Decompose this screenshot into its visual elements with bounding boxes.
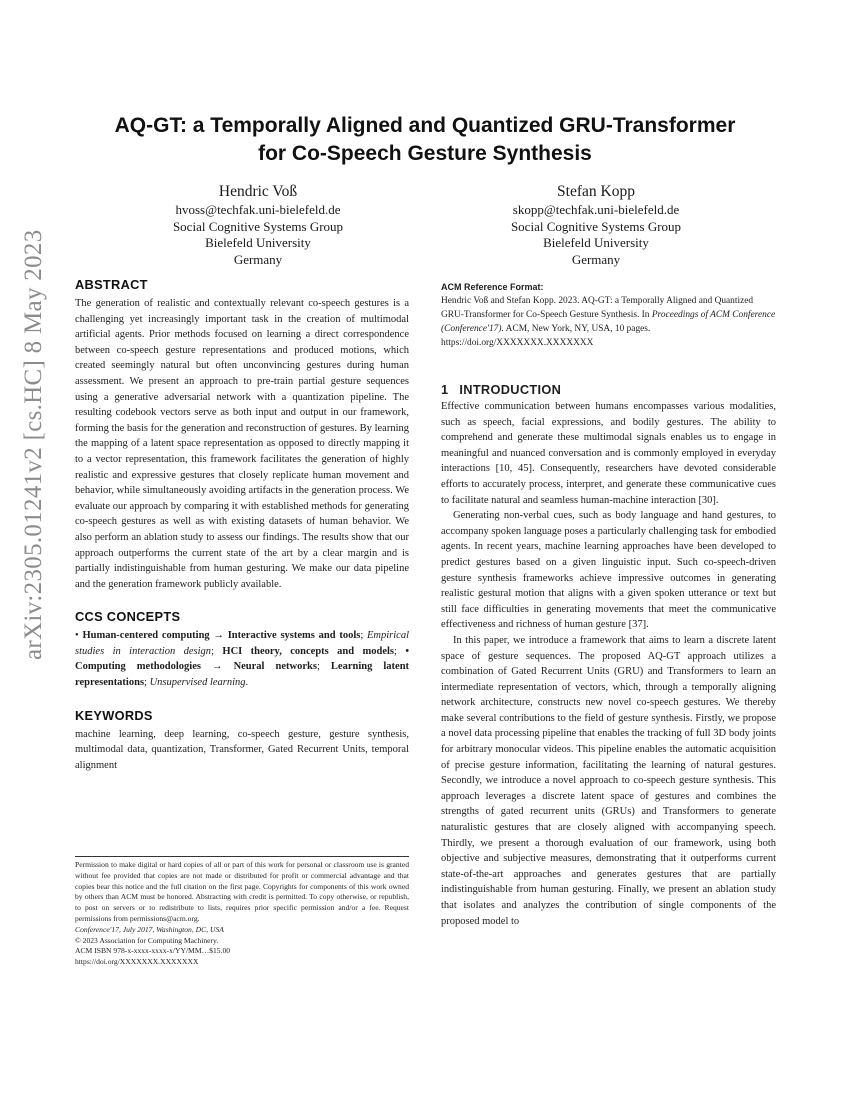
ccs-concepts-text: • Human-centered computing → Interactive systems and tools; Empirical studies in interaction design; HCI theory, concepts and models; • Computing methodologies → Neural networks; Learning latent representations; Unsupervised learning. [75,630,410,689]
copyright-footnote [75,856,409,968]
author-country: Germany [233,251,283,267]
author-block-2 [466,182,726,268]
doi-line[interactable]: https://doi.org/XXXXXXX.XXXXXXX [75,957,199,967]
title-line-2: for Co-Speech Gesture Synthesis [258,142,592,165]
author-country: Germany [571,251,621,267]
paper-title [60,112,790,168]
author-name: Hendric Voß [218,183,298,200]
conference-line: Conference'17, July 2017, Washington, DC, USA [75,924,224,934]
author-email[interactable]: skopp@techfak.uni-bielefeld.de [512,202,680,217]
author-email[interactable]: hvoss@techfak.uni-bielefeld.de [175,202,341,217]
author-name: Stefan Kopp [557,183,635,200]
author-group: Social Cognitive Systems Group [510,218,682,234]
keywords-text: machine learning, deep learning, co-speech gesture, gesture synthesis, multimodal data, quantization, Transformer, Gated Recurrent Units, temporal alignment [75,728,409,771]
keywords-heading: KEYWORDS [75,707,153,723]
intro-paragraph: Generating non-verbal cues, such as body language and hand gestures, to accompany spoken language poses a particularly challenging task for embodied agents. In recent years, machine learning approaches have been developed to predict gestures based on a given linguistic input. Such co-speech-driven gesture synthesis frameworks achieve impressive outcomes in generating realistic gestural motion that aligns with a given spoken utterance or text but still face difficulties in generating movements that meet the communicative effectiveness and richness of human gesture [37]. [441,510,777,631]
author-university: Bielefeld University [205,235,311,251]
permission-notice: Permission to make digital or hard copies of all or part of this work for personal or classroom use is granted without fee provided that copies are not made or distributed for profit or commercial advantage and that copies bear this notice and the full citation on the first page. Copyrights for components of this work owned by others than ACM must be honored. Abstracting with credit is permitted. To copy otherwise, or republish, to post on servers or to redistribute to lists, requires prior specific permission and/or a fee. Request permissions from permissions@acm.org. [75,860,409,923]
reference-format-heading: ACM Reference Format: [441,282,544,292]
right-column [441,281,776,929]
isbn-line: ACM ISBN 978-x-xxxx-xxxx-x/YY/MM…$15.00 [75,946,231,956]
arxiv-identifier: arXiv:2305.01241v2 [cs.HC] 8 May 2023 [20,229,47,660]
author-block-1 [128,182,388,268]
abstract-heading: ABSTRACT [75,277,148,292]
author-university: Bielefeld University [543,235,649,251]
copyright-line: © 2023 Association for Computing Machinery. [75,935,219,945]
title-line-1: AQ-GT: a Temporally Aligned and Quantized GRU-Transformer [114,114,736,137]
abstract-text: The generation of realistic and contextually relevant co-speech gestures is a challenging yet increasingly important task in the creation of multimodal artificial agents. Prior methods focused on learning a direct correspondence between co-speech gesture representations and produced motions, which created seemingly natural but often unconvincing gestures during human assessment. We present an approach to pre-train partial gesture sequences using a generative adversarial network with a quantization pipeline. The resulting codebook vectors serve as both input and output in our framework, forming the basis for the generation and reconstruction of gestures. By learning the mapping of a latent space representation as opposed to directly mapping it to a vector representation, this framework facilitates the generation of highly realistic and expressive gestures that closely replicate human movement and behavior, while simultaneously avoiding artifacts in the generation process. We evaluate our approach by comparing it with established methods for generating co-speech gestures as well as with existing datasets of human behavior. We also perform an ablation study to assess our findings. The results show that our approach outperforms the current state of the art by a clear margin and is partially indistinguishable from human gesturing. We make our data pipeline and the generation framework publicly available. [75,298,409,590]
author-group: Social Cognitive Systems Group [172,218,344,234]
intro-paragraph: Effective communication between humans encompasses various modalities, such as speech, facial expressions, and bodily gestures. The ability to comprehend and generate these multimodal signals enables us to engage in meaningful and nuanced conversation and is commonly employed in everyday interactions [10, 45]. Consequently, researchers have devoted considerable efforts to accurately process, interpret, and generate these communicative cues to facilitate natural and seamless human-machine interaction [30]. [441,401,776,506]
reference-format-text: Hendric Voß and Stefan Kopp. 2023. AQ-GT: a Temporally Aligned and Quantized GRU-Transformer for Co-Speech Gesture Synthesis. In Proceedings of ACM Conference (Conference'17). ACM, New York, NY, USA, 10 pages. https://doi.org/XXXXXXX.XXXXXXX [441,296,776,348]
introduction-heading: 1 INTRODUCTION [441,382,562,397]
left-column [75,276,409,773]
intro-paragraph: In this paper, we introduce a framework that aims to learn a discrete latent space of gesture sequences. The proposed AQ-GT approach utilizes a combination of Gated Recurrent Units (GRU) and Transformers to learn an intermediate representation of vectors, which, through a temporally aligning network architecture, constructs new novel co-speech gestures. We thereby make several contributions to the field of gesture synthesis. Firstly, we propose a novel data processing pipeline that enables the tracking of full 3D body joints for arbitrary monocular videos. This pipeline enables the automatic acquisition of precise gesture information, facilitating the learning of natural gestures. Secondly, we introduce a novel approach to co-speech gesture synthesis. This approach leverages a discrete latent space of gestures and combines the strengths of gated recurrent units (GRUs) and Transformers to generate naturalistic gestures that are closely aligned with accompanying speech. Thirdly, we present a thorough evaluation of our framework, using both objective and subjective measures, demonstrating that it outperforms current state-of-the-art approaches and generates gestures that are partially indistinguishable from human gesturing. Finally, we present an ablation study that isolates and analyzes the contribution of single components of the proposed model to [441,634,776,927]
ccs-heading: CCS CONCEPTS [75,609,181,625]
